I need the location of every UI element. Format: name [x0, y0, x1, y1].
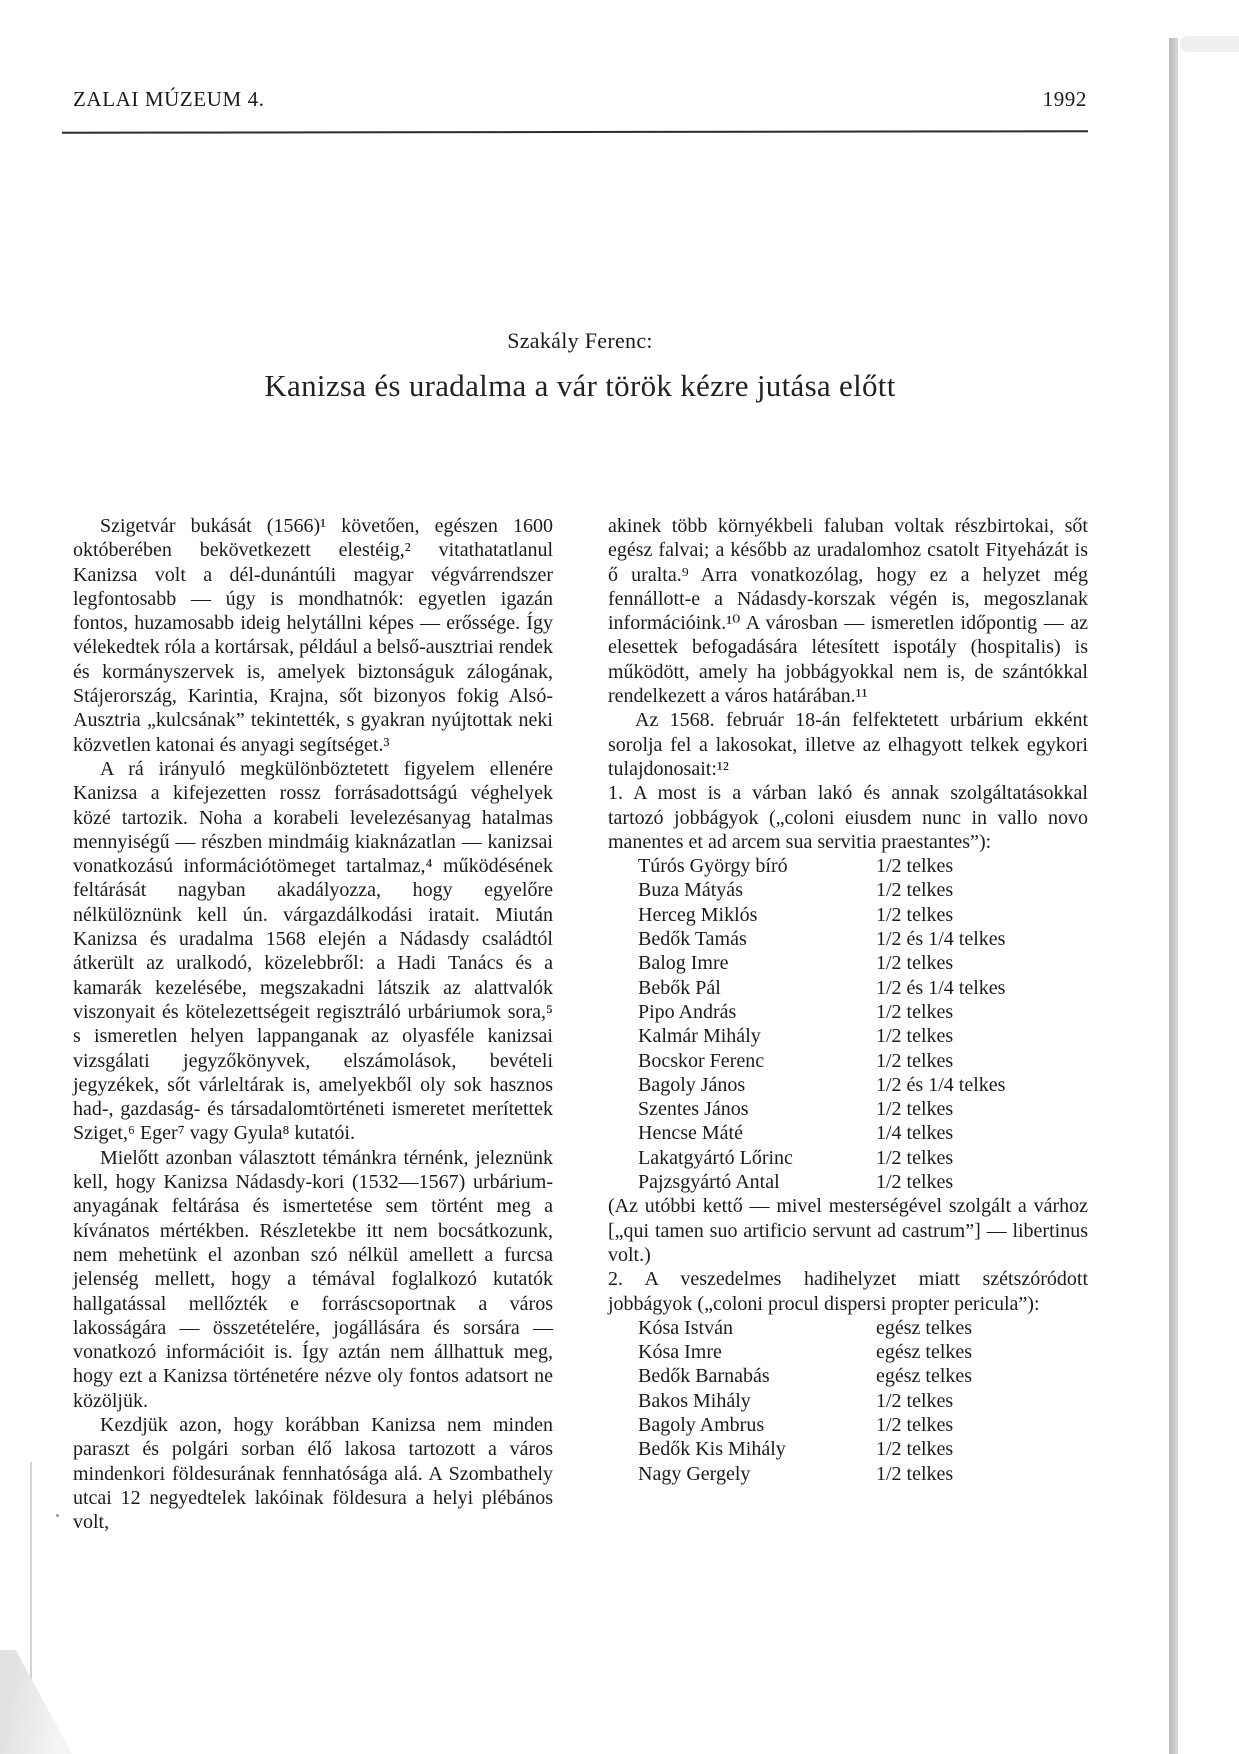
tenant-row	[608, 1073, 1088, 1097]
tenant-plot: 1/2 telkes	[876, 1025, 954, 1048]
tenant-name: Pajzsgyártó Antal	[638, 1171, 780, 1194]
tenant-row	[608, 1437, 1088, 1461]
tenant-name: Herceg Miklós	[638, 903, 758, 926]
paragraph: Az 1568. február 18-án felfektetett urbárium ekként sorolja fel a lakosokat, illetve az elhagyott telkek egykori tulajdonosait:¹²	[608, 709, 1088, 780]
tenant-name: Hencse Máté	[638, 1122, 743, 1145]
paragraph: 2. A veszedelmes hadihelyzet miatt szétszóródott jobbágyok („coloni procul dispersi propter pericula”):	[608, 1268, 1088, 1315]
paragraph: Szigetvár bukását (1566)¹ követően, egészen 1600 októberében bekövetkezett elestéig,² vitathatatlanul Kanizsa volt a dél-dunántúli magyar végvárrendszer legfontosabb — úgy is mondhatnók: egyetlen igazán fontos, huzamosabb ideig helytállni képes — erőssége. Így vélekedtek róla a kortársak, például a belső-ausztriai rendek és kormányszervek is, amelyek biztonságuk zálogának, Stájerország, Karintia, Krajna, sőt bizonyos fokig Alsó-Ausztria „kulcsának” tekintették, s gyakran nyújtottak neki közvetlen katonai és anyagi segítséget.³	[73, 515, 553, 756]
tenant-name: Pipo András	[638, 1000, 737, 1023]
tenant-row	[608, 1049, 1088, 1073]
tenant-name: Lakatgyártó Lőrinc	[638, 1146, 793, 1169]
tenant-name: Bagoly János	[638, 1073, 746, 1096]
tenant-row	[608, 1024, 1088, 1048]
running-head	[73, 87, 1087, 112]
paragraph: (Az utóbbi kettő — mivel mesterségével szolgált a várhoz [„qui tamen suo artificio servunt ad castrum”] — libertinus volt.)	[608, 1195, 1088, 1266]
tenant-plot: 1/2 és 1/4 telkes	[876, 1073, 1006, 1096]
tenant-plot: 1/2 telkes	[876, 879, 954, 902]
tenant-name: Bedők Kis Mihály	[638, 1438, 786, 1461]
tenant-name: Buza Mátyás	[638, 879, 743, 902]
tenant-plot: 1/2 telkes	[876, 1098, 954, 1121]
article-body	[73, 514, 1088, 1534]
tenant-row	[608, 903, 1088, 927]
tenant-plot: 1/2 telkes	[876, 952, 954, 975]
tenant-row	[608, 1389, 1088, 1413]
tenant-row	[608, 1121, 1088, 1145]
author-line: Szakály Ferenc:	[507, 328, 653, 353]
tenant-plot: 1/2 telkes	[876, 1438, 954, 1461]
tenant-plot: 1/2 telkes	[876, 1171, 954, 1194]
tenant-plot: 1/4 telkes	[876, 1122, 954, 1145]
tenant-row	[608, 878, 1088, 902]
tenant-plot: egész telkes	[876, 1341, 973, 1364]
tenant-row	[608, 1316, 1088, 1340]
tenant-row	[608, 1364, 1088, 1388]
tenant-plot: 1/2 telkes	[876, 1000, 954, 1023]
tenant-row	[608, 1413, 1088, 1437]
tenant-plot: 1/2 telkes	[876, 1049, 954, 1072]
tenant-name: Szentes János	[638, 1098, 749, 1121]
paragraph: akinek több környékbeli faluban voltak részbirtokai, sőt egész falvai; a később az uradalomhoz csatolt Fityeházát is ő uralta.⁹ Arra vonatkozólag, hogy ez a helyzet még fennállott-e a Nádasdy-korszak végén is, megoszlanak információink.¹⁰ A városban — ismeretlen időpontig — az elesettek befogadására létesített ispotály (hospitalis) is működött, amely ha jobbágyokkal nem is, de szántókkal rendelkezett a város határában.¹¹	[608, 515, 1088, 708]
scan-artifact-right-strip	[1169, 38, 1178, 1754]
tenant-plot: 1/2 telkes	[876, 855, 954, 878]
tenant-row	[608, 927, 1088, 951]
header-rule	[62, 130, 1088, 133]
tenant-name: Bebők Pál	[638, 976, 721, 999]
scan-artifact-smudge	[1180, 36, 1239, 52]
tenant-row	[608, 854, 1088, 878]
tenant-plot: 1/2 telkes	[876, 1146, 954, 1169]
journal-year: 1992	[1042, 87, 1087, 111]
tenant-row	[608, 1170, 1088, 1194]
tenant-name: Bedők Barnabás	[638, 1365, 770, 1388]
tenant-row	[608, 1000, 1088, 1024]
tenant-name: Kalmár Mihály	[638, 1025, 761, 1048]
tenant-plot: 1/2 telkes	[876, 1389, 954, 1412]
tenant-list	[608, 1316, 1088, 1486]
tenant-name: Bakos Mihály	[638, 1389, 751, 1412]
journal-name: ZALAI MÚZEUM 4.	[73, 87, 265, 111]
tenant-row	[608, 1462, 1088, 1486]
tenant-name: Bocskor Ferenc	[638, 1049, 765, 1072]
tenant-plot: 1/2 telkes	[876, 903, 954, 926]
scan-artifact-corner	[0, 1650, 72, 1754]
tenant-name: Bedők Tamás	[638, 928, 747, 951]
tenant-plot: 1/2 telkes	[876, 1413, 954, 1436]
tenant-row	[608, 1340, 1088, 1364]
tenant-plot: egész telkes	[876, 1316, 973, 1339]
tenant-name: Bagoly Ambrus	[638, 1413, 765, 1436]
article-title: Kanizsa és uradalma a vár török kézre jutása előtt	[264, 368, 896, 403]
tenant-row	[608, 951, 1088, 975]
scan-artifact-speck	[56, 1514, 59, 1517]
tenant-name: Kósa Imre	[638, 1341, 722, 1364]
paragraph: A rá irányuló megkülönböztetett figyelem ellenére Kanizsa a kifejezetten rossz forrásadottságú véghelyek közé tartozik. Noha a korabeli levelezésanyag hatalmas mennyiségű — részben mindmáig kiaknázatlan — kanizsai vonatkozású információtömeget tartalmaz,⁴ működésének feltárását nagyban akadályozza, hogy egyelőre nélkülöznünk kell ún. várgazdálkodási iratait. Miután Kanizsa és uradalma 1568 elején a Nádasdy családtól átkerült az uralkodó, közelebbről: a Hadi Tanács és a kamarák kezelésébe, megszakadni látszik az alattvalók viszonyait és kötelezettségeit regisztráló urbáriumok sora,⁵ s ismeretlen helyen lappanganak az olyasféle kanizsai vizsgálati jegyzőkönyvek, elszámolások, bevételi jegyzékek, sőt várleltárak is, amelyekből oly sok hasznos had-, gazdaság- és társadalomtörténeti ismeretet merítettek Sziget,⁶ Eger⁷ vagy Gyula⁸ kutatói.	[73, 757, 553, 1145]
tenant-name: Nagy Gergely	[638, 1462, 751, 1485]
tenant-row	[608, 976, 1088, 1000]
tenant-plot: 1/2 telkes	[876, 1462, 954, 1485]
tenant-plot: egész telkes	[876, 1365, 973, 1388]
tenant-name: Balog Imre	[638, 952, 729, 975]
paragraph: Mielőtt azonban választott témánkra térnénk, jeleznünk kell, hogy Kanizsa Nádasdy-kori (1532—1567) urbárium-anyagának feltárása és ismertetése sem történt meg a kívánatos mértékben. Részletekbe itt nem bocsátkozunk, nem mehetünk el azonban szó nélkül amellett a furcsa jelenség mellett, hogy a témával foglalkozó kutatók hallgatással mellőzték e forráscsoportnak a város lakosságára — összetételére, jogállására és sorsára — vonatkozó információit is. Így aztán nem állhattuk meg, hogy ezt a Kanizsa történetére nézve oly fontos adatsort ne közöljük.	[73, 1146, 553, 1412]
tenant-row	[608, 1146, 1088, 1170]
tenant-plot: 1/2 és 1/4 telkes	[876, 928, 1006, 951]
tenant-list	[608, 854, 1088, 1194]
tenant-plot: 1/2 és 1/4 telkes	[876, 976, 1006, 999]
text-column-left	[73, 514, 553, 1534]
tenant-name: Túrós György bíró	[638, 855, 788, 878]
text-column-right	[608, 514, 1088, 1534]
tenant-row	[608, 1097, 1088, 1121]
paragraph: 1. A most is a várban lakó és annak szolgáltatásokkal tartozó jobbágyok („coloni eiusdem nunc in vallo novo manentes et ad arcem sua servitia praestantes”):	[608, 782, 1088, 853]
paragraph: Kezdjük azon, hogy korábban Kanizsa nem minden paraszt és polgári sorban élő lakosa tartozott a város mindenkori földesurának fennhatósága alá. A Szombathely utcai 12 negyedtelek lakóinak földesura a helyi plébános volt,	[73, 1413, 553, 1534]
tenant-name: Kósa István	[638, 1316, 733, 1339]
